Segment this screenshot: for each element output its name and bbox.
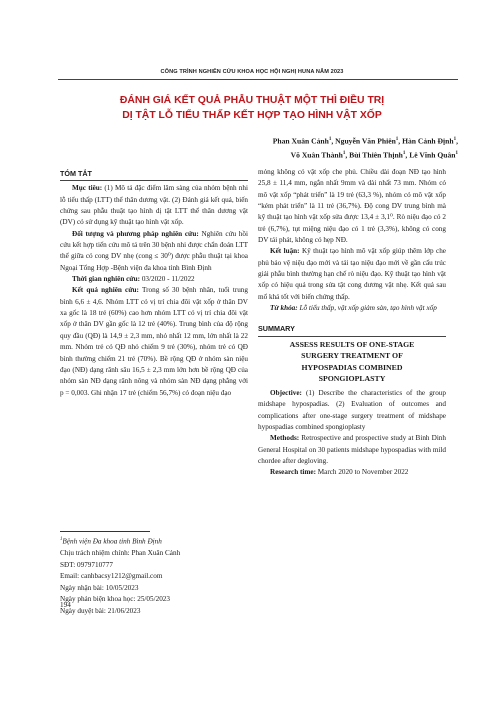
methods-paragraph	[60, 229, 248, 274]
objective-label: Mục tiêu:	[72, 184, 103, 193]
methods-en-paragraph	[258, 433, 446, 467]
results-paragraph	[60, 285, 248, 398]
results-text: Trong số 30 bệnh nhân, tuổi trung bình 6,6 ± 4,6. Nhóm LTT có vị trí chia đôi vật xốp ở thân DV xa gốc là 18 trẻ (60%) cao hơn nhóm LTT có vị trí chia đôi vật xốp ở thân DV gần gốc là 12 trẻ (40%). Trung bình của độ rộng quy đầu (QĐ) là 14,9 ± 2,3 mm, nhỏ nhất 12 mm, lớn nhất là 22 mm. Nhóm trẻ có QĐ nhỏ chiếm 9 trẻ (30%), nhóm trẻ có QĐ bình thường chiếm 21 trẻ (70%). Bề rộng QĐ ở nhóm sàn niệu đạo (NĐ) dạng rãnh sâu 16,5 ± 2,3 mm lớn hơn bề rộng QĐ của nhóm sàn NĐ dạng rãnh nông và nhóm sàn NĐ dạng phẳng với p = 0,003. Ghi nhận 17 trẻ (chiếm 56,7%) có đoạn niệu đạo	[60, 286, 248, 397]
time-paragraph	[60, 274, 248, 285]
summary-heading: SUMMARY	[258, 324, 295, 334]
authors-line-2	[98, 148, 458, 162]
date-received: Ngày nhận bài: 10/05/2023	[60, 583, 139, 592]
research-time-label: Research time:	[270, 468, 316, 477]
objective-en-text: (1) Describe the characteristics of the group midshape hypospadias. (2) Evaluation of outcomes and complications after one-stage surgery treatment of midshape hypospadias combined spongioplasty	[258, 388, 446, 431]
article-title	[40, 94, 464, 123]
author-list	[98, 134, 458, 162]
author-separator: ,	[331, 136, 336, 146]
methods-en-label: Methods:	[270, 434, 300, 443]
left-column	[60, 168, 248, 399]
english-title	[258, 339, 446, 385]
methods-label: Đối tượng và phương pháp nghiên cứu:	[72, 229, 199, 238]
right-column	[258, 167, 446, 479]
author-name: Hàn Cảnh Định	[402, 136, 454, 146]
affiliation-footnote-mark: 1	[60, 537, 63, 542]
research-time-paragraph	[258, 467, 446, 478]
conclusion-label: Kết luận:	[270, 247, 300, 256]
author-name: Phan Xuân Cảnh	[272, 136, 329, 146]
phone: SĐT: 0979710777	[60, 560, 113, 569]
author-name: Nguyễn Văn Phiên	[335, 136, 396, 146]
methods-text: Nghiên cứu hồi cứu kết hợp tiến cứu mô tả trên 30 bệnh nhi được chẩn đoán LTT thể giữa có cong DV nhẹ (cong ≤ 30⁰) được phẫu thuật tại khoa Ngoại Tổng Hợp -Bệnh viện đa khoa tỉnh Bình Định	[60, 229, 248, 272]
date-reviewed: Ngày phản biện khoa học: 25/05/2023	[60, 595, 170, 604]
time-label: Thời gian nghiên cứu:	[72, 275, 141, 284]
objective-en-label: Objective:	[270, 388, 302, 397]
methods-en-text: Retrospective and prospective study at Binh Dinh General Hospital on 30 patients midshape hypospadias with mild chordee after degloving.	[258, 434, 446, 465]
author-name: Võ Xuân Thành	[290, 150, 343, 160]
running-header: CÔNG TRÌNH NGHIÊN CỨU KHOA HỌC HỘI NGHỊ HUNA NĂM 2023	[160, 69, 344, 75]
time-text: 03/2020 - 11/2022	[140, 275, 195, 284]
research-time-text: March 2020 to November 2022	[315, 468, 409, 477]
keywords-text: Lỗ tiểu thấp, vật xốp giảm sàn, tạo hình vật xốp	[297, 304, 437, 313]
section-rule	[60, 180, 248, 181]
footnote-rule	[60, 531, 150, 532]
affiliation-text: Bệnh viện Đa khoa tỉnh Bình Định	[62, 537, 162, 546]
author-separator: ,	[456, 136, 458, 146]
header-rule	[58, 79, 458, 80]
author-separator: ,	[345, 150, 350, 160]
page-number: 194	[60, 601, 71, 609]
author-separator: ,	[398, 136, 403, 146]
affiliation-mark: 1	[455, 151, 458, 157]
affiliation-mark: 1	[342, 151, 346, 157]
title-line-2: DỊ TẬT LỖ TIỂU THẤP KẾT HỢP TẠO HÌNH VẬT XỐP	[122, 109, 382, 121]
section-rule	[258, 336, 446, 337]
objective-paragraph	[60, 183, 248, 228]
english-title-line-1: ASSESS RESULTS OF ONE-STAGE	[289, 339, 415, 349]
author-name: Bùi Thiên Thịnh	[349, 150, 403, 160]
results-label: Kết quả nghiên cứu:	[72, 286, 139, 295]
keywords-label: Từ khóa:	[270, 304, 298, 313]
objective-en-paragraph	[258, 388, 446, 433]
author-separator: ,	[405, 150, 410, 160]
affiliation-mark: 1	[402, 151, 406, 157]
results-continued: mỏng không có vật xốp che phủ. Chiều dài đoạn NĐ tạo hình 25,8 ± 11,4 mm, ngắn nhất 9mm và dài nhất 73 mm. Nhóm có mô vật xốp “phát triển” là 19 trẻ (63,3 %), nhóm có mô vật xốp “kém phát triển” là 11 trẻ (36,7%). Độ cong DV trung bình mà kỹ thuật tạo hình vật xốp sửa được 13,4 ± 3,1⁰. Rò niệu đạo có 2 trẻ (6,7%), tụt miệng niệu đạo có 1 trẻ (3,3%), không có cong DV tái phát, không có hẹp NĐ.	[258, 168, 446, 245]
english-title-line-2: SURGERY TREATMENT OF	[301, 351, 403, 361]
conclusion-text: Kỹ thuật tạo hình mô vật xốp giúp thêm lớp che phủ bảo vệ niệu đạo mới và tái tạo niệu đạo mới về gần cấu trúc giải phẫu bình thường hạn chế rò niệu đạo. Kỹ thuật tạo hình vật xốp có hiệu quả trong sửa tật cong dương vật nhẹ. Kết quả sau mổ khá tốt với biến chứng thấp.	[258, 247, 446, 301]
affiliation-footnote	[60, 534, 248, 548]
title-line-1: ĐÁNH GIÁ KẾT QUẢ PHẪU THUẬT MỘT THÌ ĐIỀU TRỊ	[119, 95, 385, 106]
abstract-heading: TÓM TẮT	[60, 169, 92, 178]
date-accepted: Ngày duyệt bài: 21/06/2023	[60, 606, 141, 615]
author-name: Lê Vĩnh Quân	[409, 150, 456, 160]
objective-text: (1) Mô tả đặc điểm lâm sàng của nhóm bệnh nhi lỗ tiểu thấp (LTT) thể thân dương vật. (2) Đánh giá kết quả, biến chứng sau phẫu thuật tạo hình dị tật LTT thể thân dương vật (DV) có sử dụng kỹ thuật tạo hình vật xốp.	[60, 184, 248, 227]
affiliation-mark: 1	[328, 137, 332, 142]
affiliation-mark: 1	[453, 137, 457, 142]
affiliation-mark: 1	[395, 137, 399, 142]
authors-line-1	[98, 134, 458, 148]
english-title-line-3: HYPOSPADIAS COMBINED	[301, 362, 403, 372]
keywords-paragraph	[258, 303, 446, 314]
responsible-author: Chịu trách nhiệm chính: Phan Xuân Cảnh	[60, 548, 181, 557]
email: Email: canhbacsy1212@gmail.com	[60, 572, 163, 581]
english-title-line-4: SPONGIOPLASTY	[318, 374, 386, 384]
footnotes	[60, 534, 248, 618]
conclusion-paragraph	[258, 246, 446, 303]
